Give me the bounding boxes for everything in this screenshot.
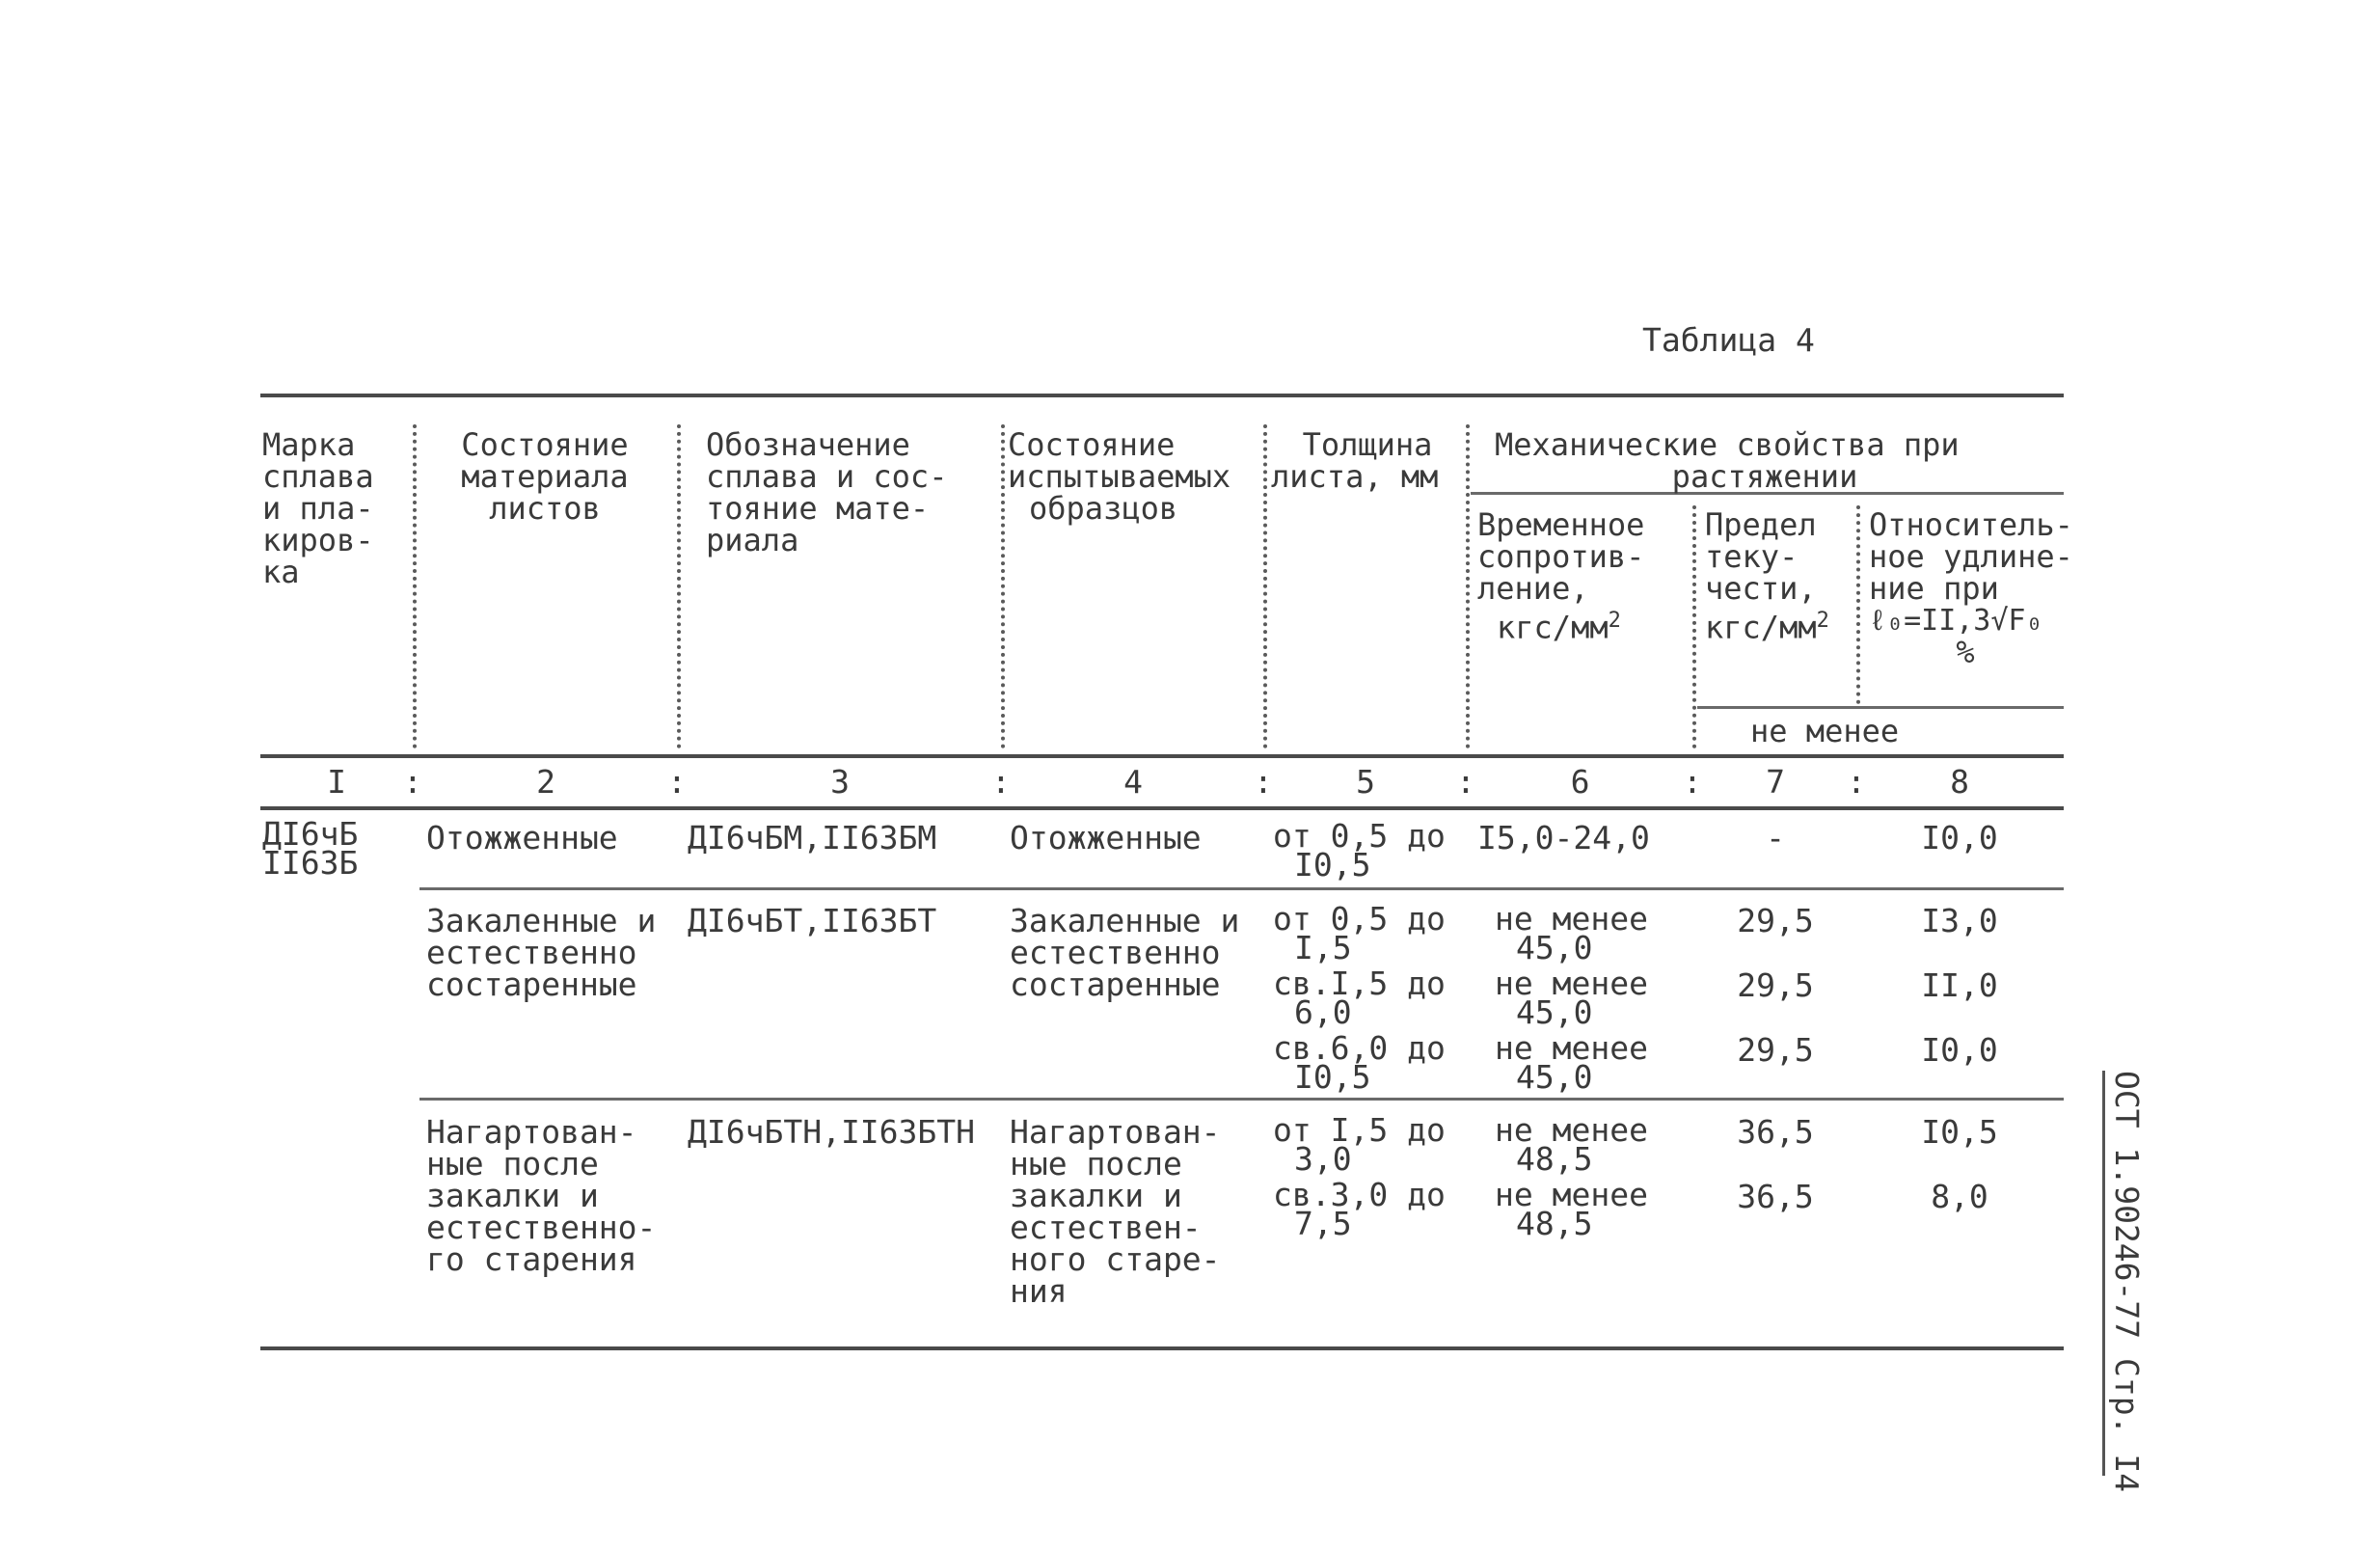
- designation-annealed: ДI6чБМ,II63БМ: [688, 819, 937, 857]
- elongation-cell: 8,0: [1931, 1178, 1988, 1215]
- sheet-state-cold-worked: Нагартован- ные после закалки и естественно- го старения: [426, 1113, 657, 1278]
- col-numbers-bottom-rule: [260, 806, 2064, 810]
- designation-cold-worked: ДI6чБТН,II63БТН: [688, 1113, 976, 1151]
- sample-state-quenched: Закаленные и естественно состаренные: [1010, 902, 1240, 1003]
- col-number-sep-4: :: [1254, 763, 1273, 801]
- table-bottom-rule: [260, 1346, 2064, 1350]
- thickness-cell: от 0,5 до I,5: [1273, 900, 1446, 966]
- yield-cell: 36,5: [1737, 1113, 1814, 1151]
- col-number-sep-1: :: [403, 763, 422, 801]
- col-divider-4: [1263, 424, 1267, 748]
- col-divider-3: [1001, 424, 1005, 748]
- col-number-sep-7: :: [1847, 763, 1866, 801]
- col-number-sep-2: :: [667, 763, 687, 801]
- header-tensile-strength: Временное сопротив- ление, кгс/$мм^2$: [1477, 506, 1645, 646]
- yield-cell: 29,5: [1737, 966, 1814, 1004]
- sheet-state-quenched: Закаленные и естественно состаренные: [426, 902, 657, 1003]
- header-sheet-state: Состояние материала листов: [461, 426, 629, 527]
- col-number-1: I: [327, 763, 346, 801]
- tensile-cell: не менее 48,5: [1495, 1176, 1648, 1242]
- elongation-cell: I0,0: [1921, 1031, 1998, 1069]
- col-number-sep-6: :: [1683, 763, 1702, 801]
- col-number-7: 7: [1766, 763, 1785, 801]
- header-designation: Обозначение сплава и сос- тояние мате- риала: [706, 426, 948, 558]
- group-rule-1: [419, 887, 2064, 890]
- tensile-cell: не менее 45,0: [1495, 1029, 1648, 1096]
- elongation-cell: I0,5: [1921, 1113, 1998, 1151]
- col-number-2: 2: [536, 763, 555, 801]
- header-elongation: Относитель- ное удлине- ние при ℓ₀=II,3√F₀ %: [1869, 506, 2073, 670]
- elongation-cell: II,0: [1921, 966, 1998, 1004]
- col-number-sep-3: :: [991, 763, 1011, 801]
- table-title: Таблица 4: [1642, 321, 1815, 359]
- tensile-cell: не менее 45,0: [1495, 900, 1648, 966]
- tensile-annealed: I5,0-24,0: [1477, 819, 1650, 857]
- col-number-8: 8: [1950, 763, 1969, 801]
- yield-annealed: -: [1766, 819, 1785, 857]
- not-less-rule: [1697, 706, 2064, 709]
- col-number-3: 3: [830, 763, 850, 801]
- header-bottom-rule: [260, 754, 2064, 758]
- col-number-sep-5: :: [1456, 763, 1475, 801]
- page-label-rule: [2102, 1071, 2105, 1476]
- thickness-cell: от I,5 до 3,0: [1273, 1111, 1446, 1178]
- tensile-cell: не менее 45,0: [1495, 965, 1648, 1031]
- col-divider-2: [677, 424, 681, 748]
- col-divider-1: [413, 424, 417, 748]
- sample-state-cold-worked: Нагартован- ные после закалки и естествен- ного старе- ния: [1010, 1113, 1221, 1310]
- thickness-cell: св.I,5 до 6,0: [1273, 965, 1446, 1031]
- header-yield-strength: Предел теку- чести, кгс/$мм^2$: [1705, 506, 1829, 646]
- yield-cell: 29,5: [1737, 902, 1814, 939]
- sample-state-annealed: Отожженные: [1010, 819, 1202, 857]
- alloy-grade: ДI6чБ II63Б: [262, 815, 359, 882]
- thickness-cell: св.3,0 до 7,5: [1273, 1176, 1446, 1242]
- header-alloy-grade: Марка сплава и пла- киров- ка: [262, 426, 374, 590]
- group-rule-2: [419, 1098, 2064, 1101]
- page-label: ОСТ 1.90246-77 Стр. I4: [2108, 1071, 2146, 1493]
- tensile-cell: не менее 48,5: [1495, 1111, 1648, 1178]
- yield-cell: 36,5: [1737, 1178, 1814, 1215]
- header-not-less: не менее: [1750, 713, 1900, 749]
- elongation-annealed: I0,0: [1921, 819, 1998, 857]
- elongation-cell: I3,0: [1921, 902, 1998, 939]
- col-divider-5: [1466, 424, 1470, 748]
- yield-cell: 29,5: [1737, 1031, 1814, 1069]
- col-number-5: 5: [1356, 763, 1375, 801]
- designation-quenched: ДI6чБТ,II63БТ: [688, 902, 937, 939]
- sheet-state-annealed: Отожженные: [426, 819, 618, 857]
- col-divider-7: [1856, 505, 1860, 704]
- header-thickness: Толщина листа, мм: [1271, 426, 1439, 495]
- header-mechanical-properties: Механические свойства при растяжении: [1495, 426, 1960, 495]
- header-sample-state: Состояние испытываемых образцов: [1008, 426, 1231, 527]
- thickness-cell: св.6,0 до I0,5: [1273, 1029, 1446, 1096]
- col-divider-6: [1692, 505, 1696, 748]
- table-top-rule: [260, 394, 2064, 397]
- col-number-6: 6: [1570, 763, 1590, 801]
- thickness-annealed: от 0,5 до I0,5: [1273, 817, 1446, 884]
- col-number-4: 4: [1123, 763, 1143, 801]
